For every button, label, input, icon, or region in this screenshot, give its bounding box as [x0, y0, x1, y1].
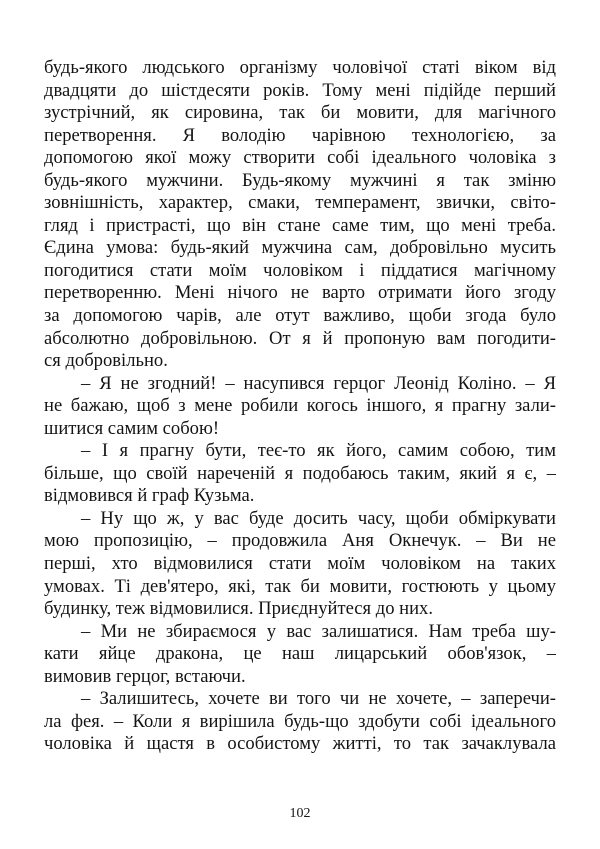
text-line: перші, хто відмовилися стати моїм чоловіком на таких: [44, 553, 556, 575]
text-line: перетворенню. Мені нічого не варто отримати його згоду: [44, 282, 556, 304]
text-line: – Ну що ж, у вас буде досить часу, щоби обміркувати: [81, 507, 556, 529]
text-line: зустрічний, як сировина, так би мовити, для магічного: [44, 102, 556, 124]
text-line: гляд і пристрасті, що він стане саме тим, що мені треба.: [44, 214, 556, 236]
text-line: допомогою якої можу створити собі ідеального чоловіка з: [44, 147, 556, 169]
text-line: умовах. Ті дев'ятеро, які, так би мовити, гостюють у цьому: [44, 575, 556, 597]
text-line: відмовився й граф Кузьма.: [44, 485, 255, 507]
text-line: – І я прагну бути, теє-то як його, самим собою, тим: [81, 440, 556, 462]
text-line: – Я не згодний! – насупився герцог Леонід Коліно. – Я: [81, 372, 556, 394]
text-line: абсолютно добровільною. От я й пропоную вам погодити-: [44, 327, 556, 349]
text-line: перетворення. Я володію чарівною технологією, за: [44, 124, 556, 146]
text-line: – Ми не збираємося у вас залишатися. Нам треба шу-: [81, 620, 556, 642]
text-line: чоловіка й щастя в особистому житті, то так зачаклувала: [44, 733, 556, 755]
text-line: – Залишитесь, хочете ви того чи не хочете, – заперечи-: [81, 688, 556, 710]
text-line: ла фея. – Коли я вирішила будь-що здобути собі ідеального: [44, 710, 556, 732]
text-line: двадцяти до шістдесяти років. Тому мені підійде перший: [44, 79, 556, 101]
text-line: будь-якого мужчини. Будь-якому мужчині я так зміню: [44, 169, 556, 191]
text-line: не бажаю, щоб з мене робили когось іншого, я прагну зали-: [44, 395, 556, 417]
text-line: мою пропозицію, – продовжила Аня Окнечук. – Ви не: [44, 530, 556, 552]
text-line: зовнішність, характер, смаки, темперамент, звички, світо-: [44, 192, 556, 214]
page-body-text: [44, 57, 556, 756]
text-line: ся добровільно.: [44, 350, 168, 372]
text-line: Єдина умова: будь-який мужчина сам, добровільно мусить: [44, 237, 556, 259]
text-line: будь-якого людського організму чоловічої статі віком від: [44, 57, 556, 78]
text-line: погодитися стати моїм чоловіком і піддатися магічному: [44, 259, 556, 281]
text-line: за допомогою чарів, але отут важливо, щоби згода було: [44, 305, 556, 327]
text-line: більше, що своїй нареченій я подобаюсь таким, який я є, –: [44, 462, 556, 484]
page-number: 102: [289, 806, 311, 821]
text-line: кати яйце дракона, це наш лицарський обов'язок, –: [44, 643, 556, 665]
text-line: будинку, теж відмовилися. Приєднуйтеся до них.: [44, 598, 434, 620]
text-line: шитися самим собою!: [44, 417, 220, 439]
text-line: вимовив герцог, встаючи.: [44, 665, 246, 687]
